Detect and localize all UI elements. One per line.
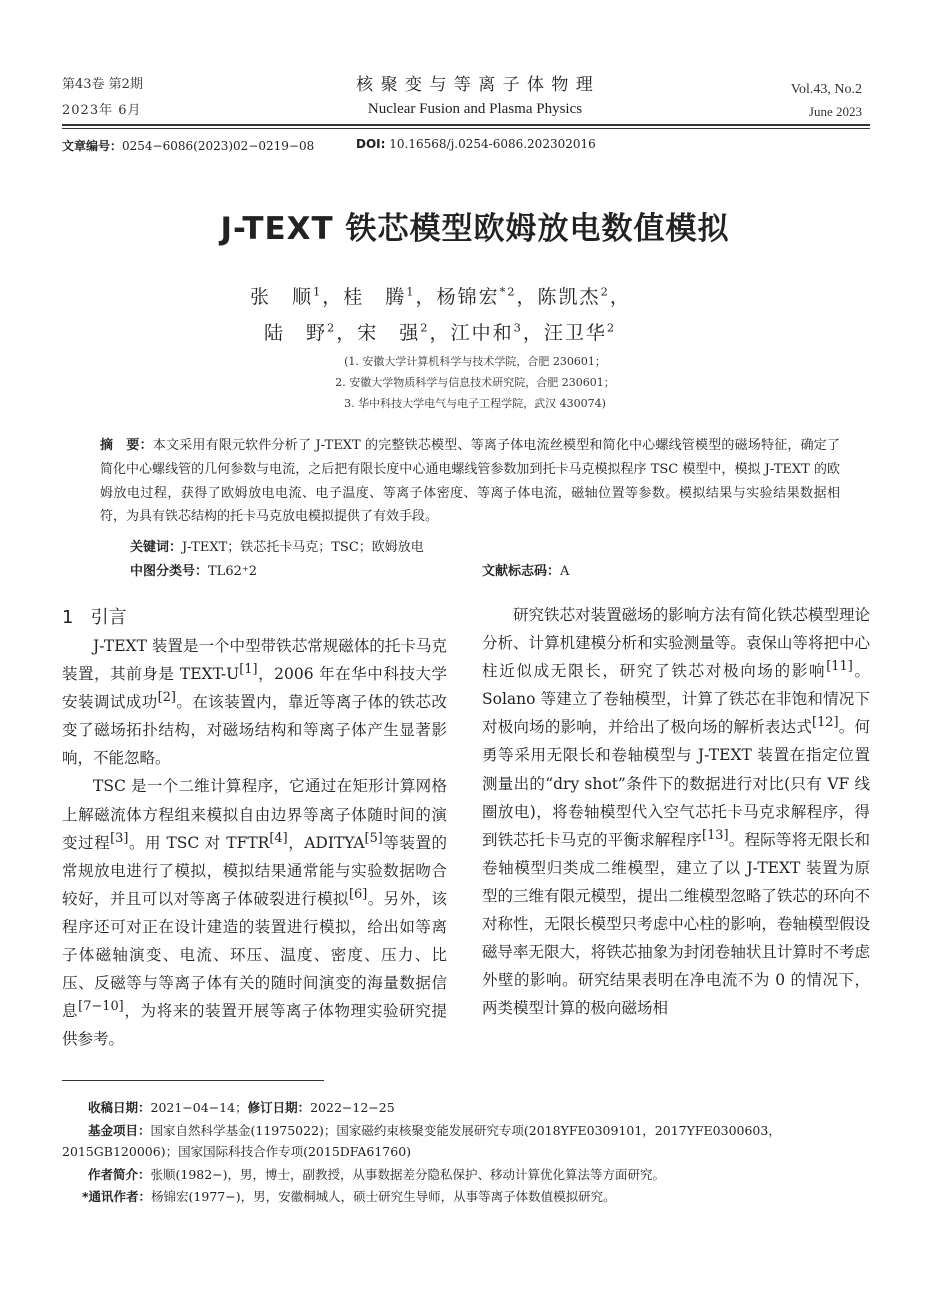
abstract-text: 本文采用有限元软件分析了 J-TEXT 的完整铁芯模型、等离子体电流丝模型和简化中心螺线管模型的磁场特征，确定了简化中心螺线管的几何参数与电流，之后把有限长度中心通电螺线管参数加到托卡马克模拟程序 TSC 模型中，模拟 J-TEXT 的欧姆放电过程，获得了欧姆放电电流、电子温度、等离子体密度、等离子体电流，磁轴位置等参数。模拟结果与实验结果数据相符，为具有铁芯结构的托卡马克放电模拟提供了有效手段。: [100, 438, 840, 525]
author: 陈凯杰$^2$，: [537, 284, 631, 308]
volume-issue-en: Vol.43, No.2: [790, 82, 862, 97]
right-column: [482, 601, 870, 1022]
author: 陆 野$^2$，: [264, 320, 358, 344]
abstract: [100, 434, 840, 529]
clc-number: [130, 560, 257, 579]
left-column: [62, 632, 447, 1053]
paragraph: 研究铁芯对装置磁场的影响方法有简化铁芯模型理论分析、计算机建模分析和实验测量等。袁保山等将把中心柱近似成无限长，研究了铁芯对极向场的影响[11]。Solano 等建立了卷轴模型，计算了铁芯在非饱和情况下对极向场的影响，并给出了极向场的解析表达式[12]。何勇等采用无限长和卷轴模型与 J-TEXT 装置在指定位置测量出的“dry shot”条件下的数据进行对比(只有 VF 线圈放电)，将卷轴模型代入空气芯托卡马克求解程序，得到铁芯托卡马克的平衡求解程序[13]。程际等将无限长和卷轴模型归类成二维模型，建立了以 J-TEXT 装置为原型的三维有限元模型，提出二维模型忽略了铁芯的环向不对称性，无限长模型只考虑中心柱的影响，卷轴模型假设磁导率无限大，将铁芯抽象为封闭卷轴状且计算时不考虑外壁的影响。研究结果表明在净电流不为 0 的情况下，两类模型计算的极向磁场相: [482, 606, 870, 1018]
citation: [6]: [348, 886, 368, 902]
document-code: [482, 560, 569, 579]
citation: [12]: [812, 715, 839, 731]
author: 张 顺$^1$，: [250, 284, 344, 308]
clc-value: TL62⁺2: [208, 564, 257, 579]
paragraph: TSC 是一个二维计算程序，它通过在矩形计算网格上解磁流体方程组来模拟自由边界等离子体随时间的演变过程[3]。用 TSC 对 TFTR[4]，ADITYA[5]等装置的常规放电进行了模拟，模拟结果通常能与实验数据吻合较好，并且可以对等离子体破裂进行模拟[6]。另外，该程序还可对正在设计建造的装置进行模拟，给出如等离子体磁轴演变、电流、环压、温度、密度、压力、比压、反磁等与等离子体有关的随时间演变的海量数据信息[7−10]，为将来的装置开展等离子体物理实验研究提供参考。: [62, 777, 447, 1049]
header-rule-thin: [62, 128, 870, 129]
document-code-label: 文献标志码：: [482, 564, 561, 579]
journal-title-en: Nuclear Fusion and Plasma Physics: [367, 101, 583, 117]
received-date: 收稿日期：2021−04−14；修订日期：2022−12−25: [88, 1100, 395, 1115]
keywords-label: 关键词：: [130, 540, 183, 555]
citation: [13]: [702, 827, 729, 843]
paper-title: J-TEXT 铁芯模型欧姆放电数值模拟: [220, 211, 730, 247]
author: 宋 强$^2$，: [357, 320, 451, 344]
citation: [5]: [364, 830, 383, 846]
citation: [1]: [239, 661, 258, 677]
abstract-label: 摘 要：: [100, 438, 153, 453]
footnote-rule: [62, 1080, 324, 1081]
doi-label: DOI:: [356, 137, 386, 151]
clc-label: 中图分类号：: [130, 564, 209, 579]
date-en: June 2023: [808, 104, 862, 119]
doi-value: 10.16568/j.0254-6086.202302016: [389, 137, 596, 151]
citation: [3]: [110, 830, 129, 846]
section-number: 1: [62, 607, 74, 628]
author: 杨锦宏$^{*2}$，: [436, 284, 538, 308]
author: 江中和$^3$，: [450, 320, 544, 344]
keywords: [130, 536, 424, 555]
article-number: [62, 137, 314, 154]
author-bio: 作者简介：张顺(1982−)，男，博士，副教授，从事数据差分隐私保护、移动计算优化算法等方面研究。: [88, 1167, 666, 1182]
section-title: 引言: [90, 607, 127, 628]
corresponding-author: *通讯作者：杨锦宏(1977−)，男，安徽桐城人，硕士研究生导师，从事等离子体数值模拟研究。: [82, 1189, 616, 1204]
citation: [11]: [826, 659, 853, 675]
authors-line-2: [264, 318, 616, 345]
affiliation-3: 3. 华中科技大学电气与电子工程学院，武汉 430074): [344, 397, 606, 410]
citation: [7−10]: [78, 999, 124, 1015]
authors-line-1: [250, 282, 631, 309]
doi: [356, 137, 596, 151]
affiliation-1: (1. 安徽大学计算机科学与技术学院，合肥 230601；: [344, 355, 606, 368]
article-number-value: 0254−6086(2023)02−0219−08: [122, 139, 315, 153]
header-rule-thick: [62, 124, 870, 126]
volume-issue-cn: 第43卷 第2期: [62, 77, 143, 92]
funding: 基金项目：国家自然科学基金(11975022)；国家磁约束核聚变能发展研究专项(2018YFE0309101，2017YFE0300603，2015GB120006)；国家国际科技合作专项(2015DFA61760): [62, 1123, 781, 1159]
keywords-text: J-TEXT；铁芯托卡马克；TSC；欧姆放电: [182, 540, 424, 555]
paragraph: J-TEXT 装置是一个中型带铁芯常规磁体的托卡马克装置，其前身是 TEXT-U[1]，2006 年在华中科技大学安装调试成功[2]。在该装置内，靠近等离子体的铁芯改变了磁场拓扑结构，对磁场结构和等离子体产生显著影响，不能忽略。: [62, 637, 447, 768]
article-number-label: 文章编号：: [62, 139, 123, 153]
journal-title-cn: 核 聚 变 与 等 离 子 体 物 理: [356, 75, 594, 95]
affiliation-2: 2. 安徽大学物质科学与信息技术研究院，合肥 230601；: [335, 376, 615, 389]
citation: [2]: [157, 690, 176, 706]
document-code-value: A: [560, 564, 570, 579]
author: 汪卫华$^2$: [543, 320, 617, 344]
section-heading: [62, 603, 127, 629]
date-cn: 2023年 6月: [62, 103, 142, 118]
author: 桂 腾$^1$，: [343, 284, 437, 308]
citation: [4]: [269, 830, 288, 846]
